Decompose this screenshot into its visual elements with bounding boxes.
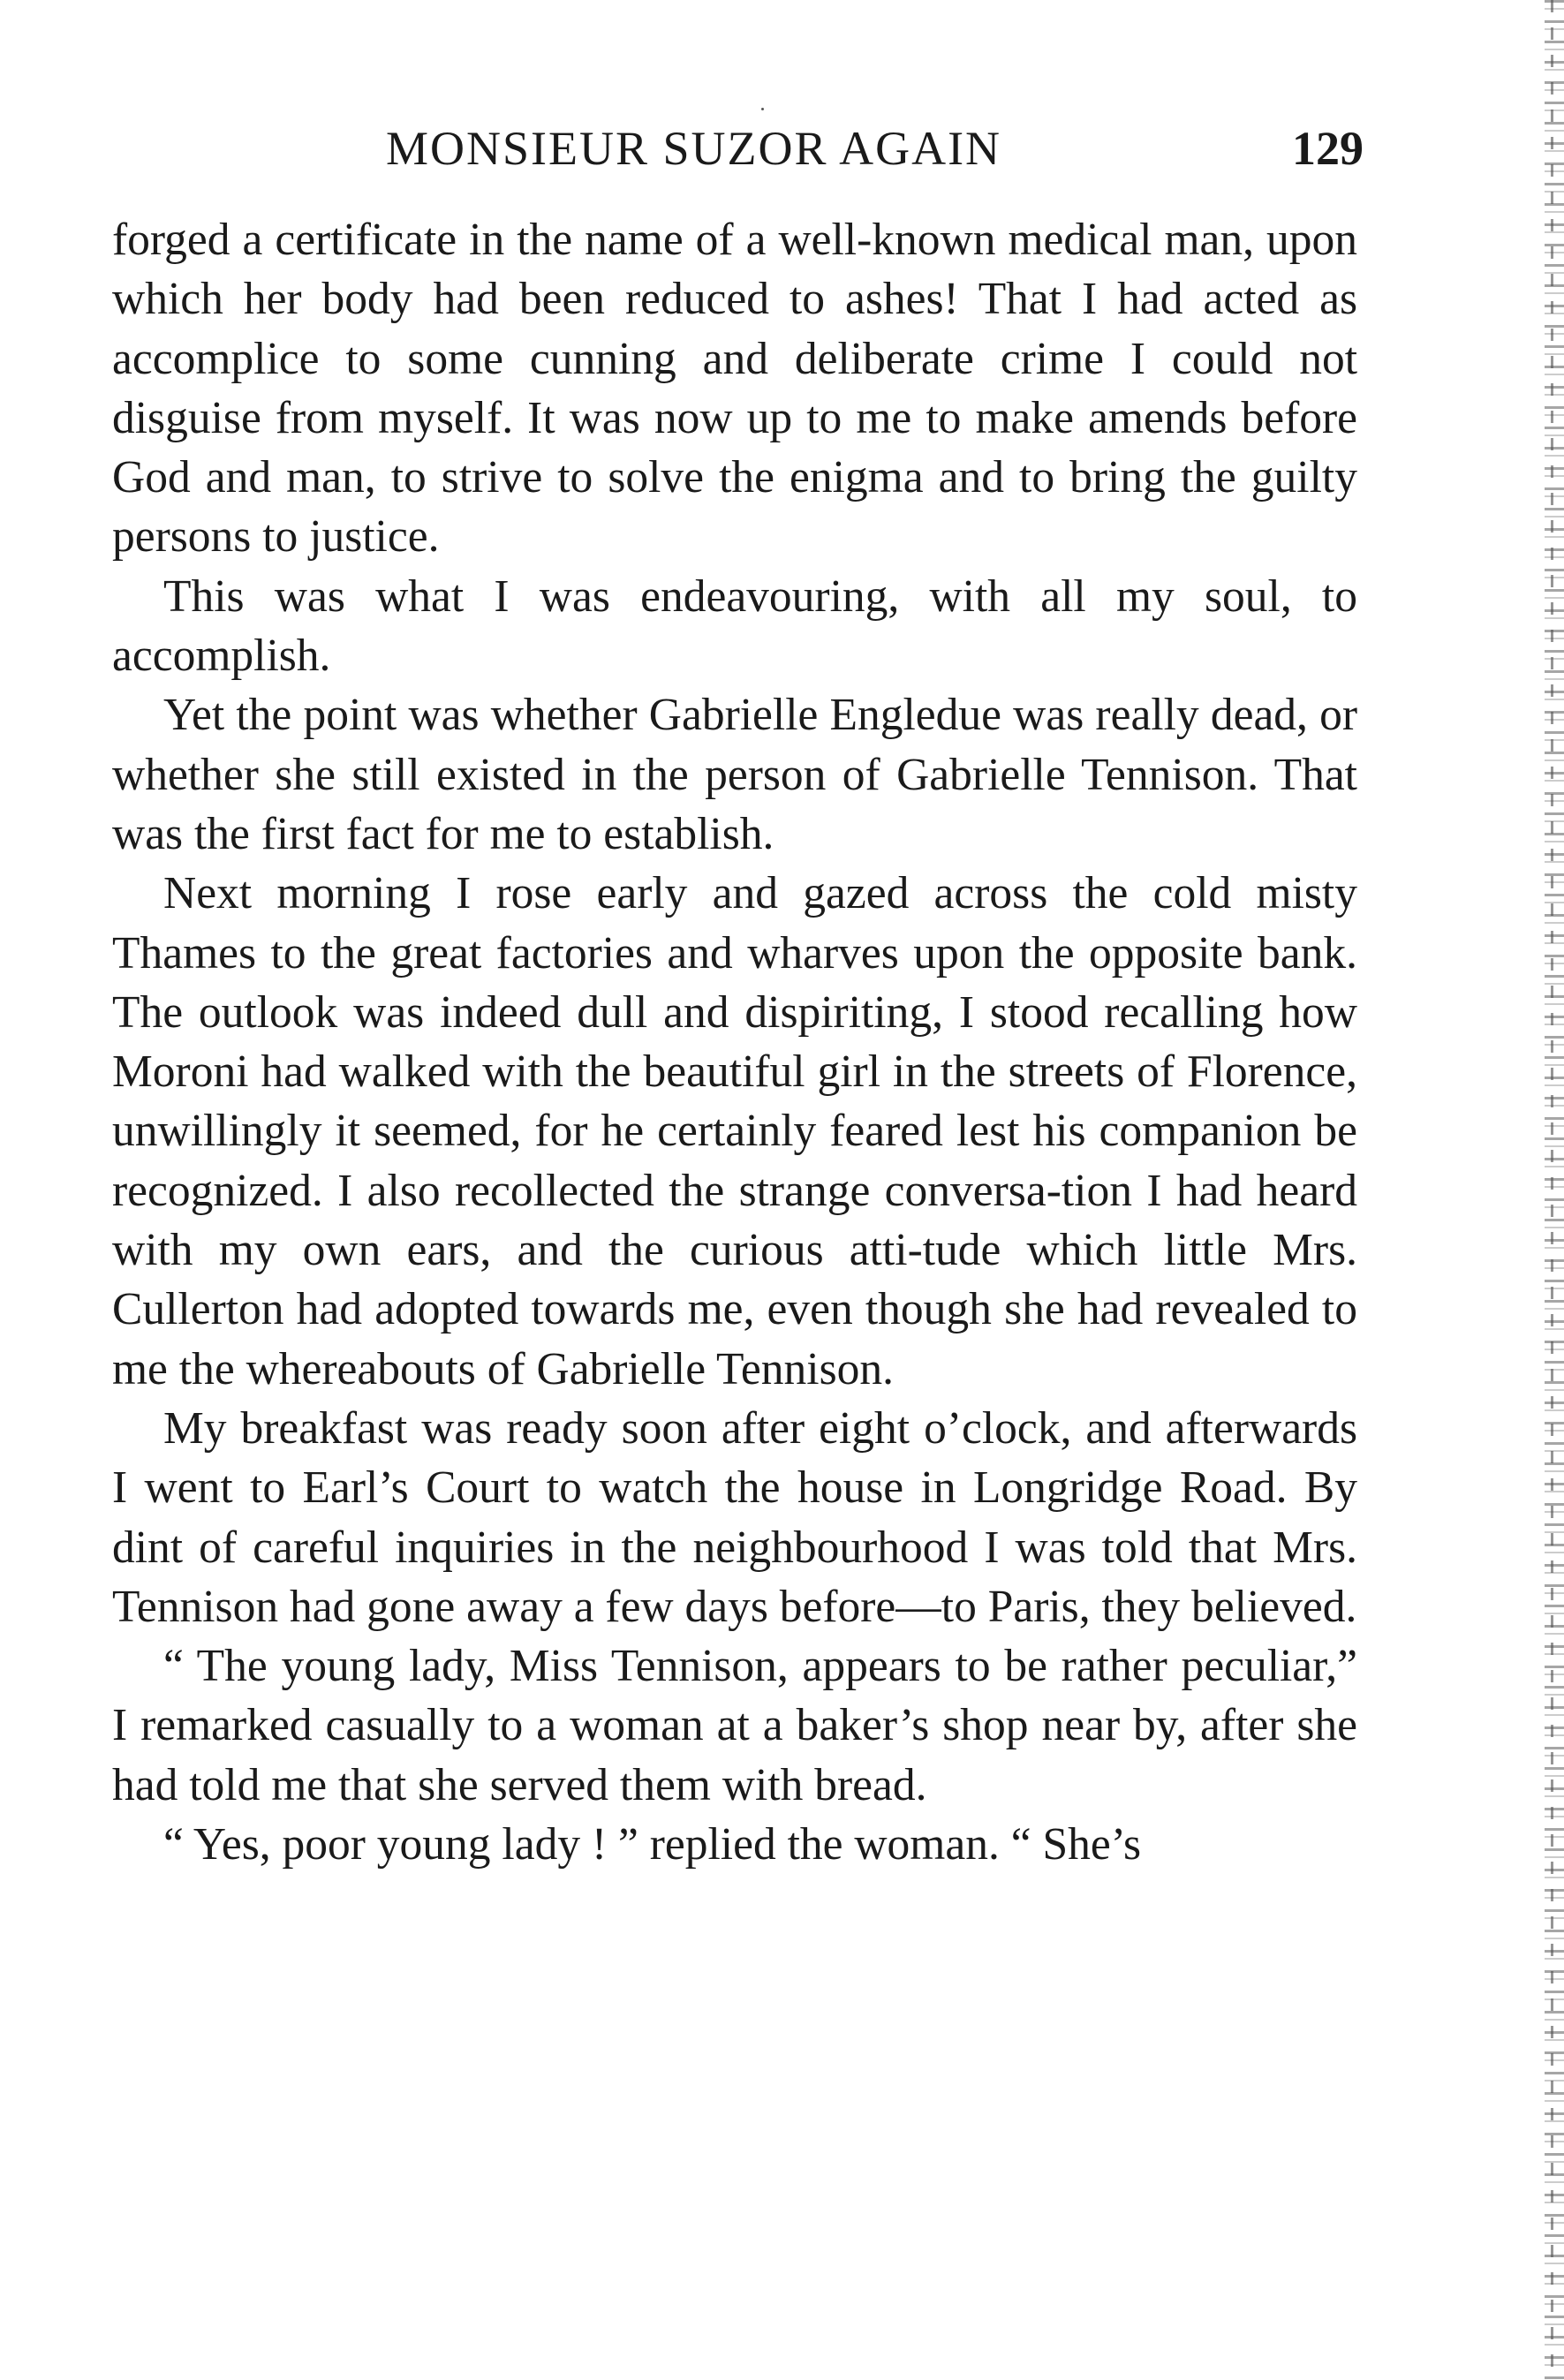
running-head <box>112 113 1364 184</box>
print-speck <box>761 108 764 110</box>
paragraph: “ The young lady, Miss Tennison, appears to be rather peculiar,” I remarked casually to a woman at a baker’s shop near by, after she had told me that she served them with bread. <box>112 1641 1357 1810</box>
paragraph: “ Yes, poor young lady ! ” replied the woman. “ She’s <box>163 1819 1142 1870</box>
body-text <box>112 210 1357 1874</box>
running-title: MONSIEUR SUZOR AGAIN <box>386 122 1002 175</box>
paragraph: Next morning I rose early and gazed across the cold misty Thames to the great factories and wharves upon the opposite bank. The outlook was indeed dull and dispiriting, I stood recalling how Moroni had walked with the beautiful girl in the streets of Florence, unwillingly it seemed, for he certainly feared lest his companion be recognized. I also recollected the strange conversa-tion I had heard with my own ears, and the curious atti-tude which little Mrs. Cullerton had adopted towards me, even though she had revealed to me the whereabouts of Gabrielle Tennison. <box>112 868 1357 1394</box>
page-number: 129 <box>1292 122 1364 175</box>
page-binding-edge <box>1545 0 1564 2380</box>
paragraph: Yet the point was whether Gabrielle Engledue was really dead, or whether she still existed in the person of Gabrielle Tennison. That was the first fact for me to establish. <box>112 690 1357 859</box>
paragraph: My breakfast was ready soon after eight o’clock, and afterwards I went to Earl’s Court to watch the house in Longridge Road. By dint of careful inquiries in the neighbourhood I was told that Mrs. Tennison had gone away a few days before—to Paris, they believed. <box>112 1402 1357 1632</box>
paragraph: This was what I was endeavouring, with all my soul, to accomplish. <box>112 570 1357 682</box>
paragraph: forged a certificate in the name of a well-known medical man, upon which her body had been reduced to ashes! That I had acted as accomplice to some cunning and deliberate crime I could not disguise from myself. It was now up to me to make amends before God and man, to strive to solve the enigma and to bring the guilty persons to justice. <box>112 215 1357 563</box>
